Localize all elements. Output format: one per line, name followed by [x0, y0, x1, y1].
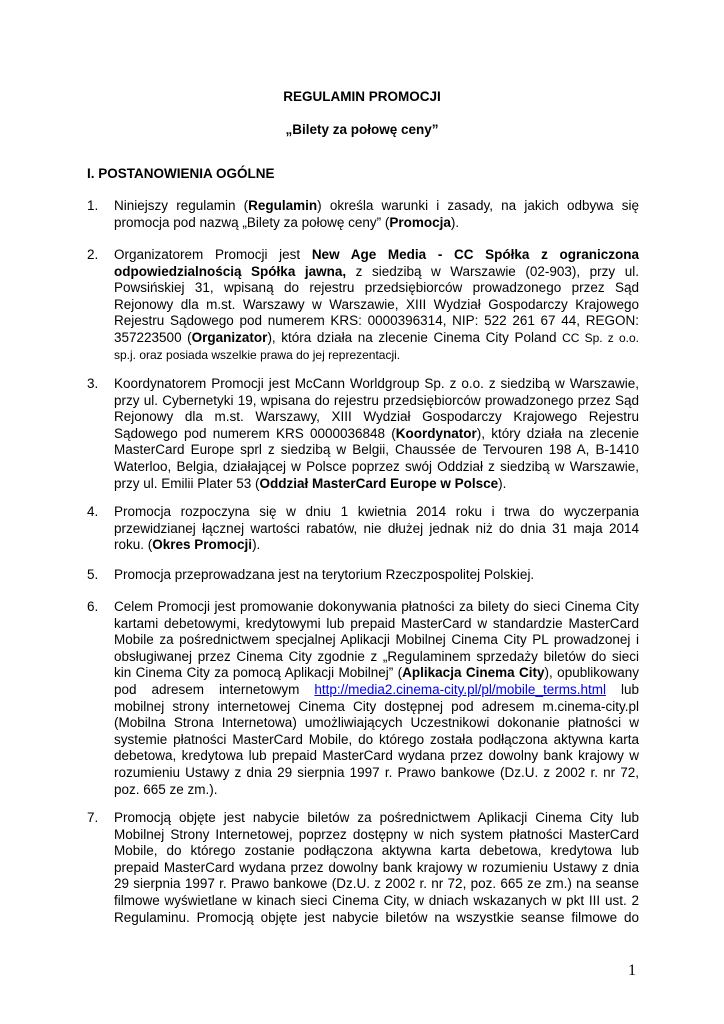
document-title: REGULAMIN PROMOCJI [283, 89, 441, 104]
text-run: ) określa warunki i zasady, na jakich odbywa się promocja pod nazwą „Bilety za połowę ceny” ( [114, 198, 639, 230]
text-run: Promocja rozpoczyna się w dniu 1 kwietnia 2014 roku i trwa do wyczerpania przewidzianej łącznej wartości rabatów, nie dłużej jednak niż do dnia 31 maja 2014 roku. ( [114, 504, 639, 553]
defined-term: Regulamin [248, 198, 318, 213]
item-number: 7. [87, 810, 99, 825]
defined-term: Promocja [389, 214, 451, 230]
text-run: ), który działa na zlecenie MasterCard Europe sprl z siedzibą w Belgii, Chaussée de Tervouren 198 A, B-1410 Waterloo, Belgia, działającej w Polsce poprzez swój Oddział z siedzibą w Warszawie, przy ul. Emilii Plater 53 ( [114, 425, 640, 491]
item-number: 6. [87, 599, 99, 614]
organizer-name: New Age Media - CC Spółka z ograniczona odpowiedzialnością Spółka jawna, [114, 247, 640, 279]
text-run: ). [252, 537, 261, 553]
item-text [114, 599, 639, 798]
text-run: Koordynatorem Promocji jest McCann Worldgroup Sp. z o.o. z siedzibą w Warszawie, przy ul. Cybernetyki 19, wpisana do rejestru przedsiębiorców prowadzonego przez Sąd Rejonowy dla m.st. Warszawy, XIII Wydział Gospodarczy Krajowego Rejestru Sądowego pod numerem KRS 0000036848 ( [114, 376, 639, 441]
text-run: z siedzibą w Warszawie (02-903), przy ul. Powsińskiej 31, wpisaną do rejestru przedsiębiorców prowadzonego przez Sąd Rejonowy dla m.st. Warszawy w Warszawie, XIII Wydział Gospodarczy Krajowego Rejestru Sądowego pod numerem KRS: 0000396314, NIP: 522 261 67 44, REGON: 357223500 ( [114, 263, 639, 345]
defined-term: Oddział MasterCard Europe w Polsce [259, 475, 499, 491]
defined-term: Aplikacja Cinema City [402, 665, 545, 681]
item-text [114, 810, 639, 926]
page-number: 1 [628, 962, 636, 979]
terms-link[interactable]: http://media2.cinema-city.pl/pl/mobile_terms.html [314, 681, 606, 697]
defined-term: Koordynator [395, 425, 477, 441]
item-number: 3. [87, 376, 99, 391]
text-run: Niniejszy regulamin ( [114, 198, 249, 213]
defined-term: Okres Promocji [152, 537, 253, 553]
text-run: ), opublikowany pod adresem internetowym [114, 665, 639, 697]
item-text [114, 198, 639, 231]
item-text [114, 504, 639, 554]
item-text [114, 376, 639, 492]
document-subtitle: „Bilety za połowę ceny” [285, 122, 439, 137]
text-run: Celem Promocji jest promowanie dokonywania płatności za bilety do sieci Cinema City kartami debetowymi, kredytowymi lub prepaid MasterCard w standardzie MasterCard Mobile za pośrednictwem specjalnej Aplikacji Mobilnej Cinema City PL prowadzonej i obsługiwanej przez Cinema City zgodnie z „Regulaminem sprzedaży biletów do sieci kin Cinema City za pomocą Aplikacji Mobilnej” ( [114, 599, 639, 681]
section-heading: I. POSTANOWIENIA OGÓLNE [87, 166, 275, 181]
text-run: Promocją objęte jest nabycie biletów za pośrednictwem Aplikacji Cinema City lub Mobilnej Strony Internetowej, poprzez dostępny w nich system płatności MasterCard Mobile, do którego zostanie podłączona aktywna karta debetowa, kredytowa lub prepaid MasterCard wydana przez dowolny bank krajowy w rozumieniu Ustawy z dnia 29 sierpnia 1997 r. Prawo bankowe (Dz.U. z 2002 r. nr 72, poz. 665 ze zm.) na seanse filmowe wyświetlane w kinach sieci Cinema City, w dniach wskazanych w pkt III ust. 2 Regulaminu. Promocją objęte jest nabycie biletów na wszystkie seanse filmowe do [114, 810, 639, 925]
item-number: 1. [87, 198, 99, 213]
text-run: CC Sp. z o.o. sp.j. oraz posiada wszelkie prawa do jej reprezentacji. [114, 330, 639, 362]
text-run: ). [498, 475, 507, 491]
item-number: 2. [87, 247, 99, 262]
text-run: ), która działa na zlecenie Cinema City Poland [267, 329, 563, 345]
item-number: 4. [87, 504, 99, 519]
text-run: Organizatorem Promocji jest [114, 247, 312, 262]
text-run: Promocja przeprowadzana jest na terytorium Rzeczpospolitej Polskiej. [114, 567, 535, 582]
item-number: 5. [87, 567, 99, 582]
item-text [114, 247, 639, 363]
text-run: ). [450, 214, 460, 230]
item-text [114, 567, 639, 584]
defined-term: Organizator [191, 329, 268, 345]
text-run: lub mobilnej strony internetowej Cinema City dostępnej pod adresem m.cinema-city.pl (Mobilna Strona Internetowa) umożliwiających Uczestnikowi dokonanie płatności w systemie płatności MasterCard Mobile, do którego została podłączona aktywna karta debetowa, kredytowa lub prepaid MasterCard wydana przez dowolny bank krajowy w rozumieniu Ustawy z dnia 29 sierpnia 1997 r. Prawo bankowe (Dz.U. z 2002 r. nr 72, poz. 665 ze zm.). [114, 681, 639, 797]
